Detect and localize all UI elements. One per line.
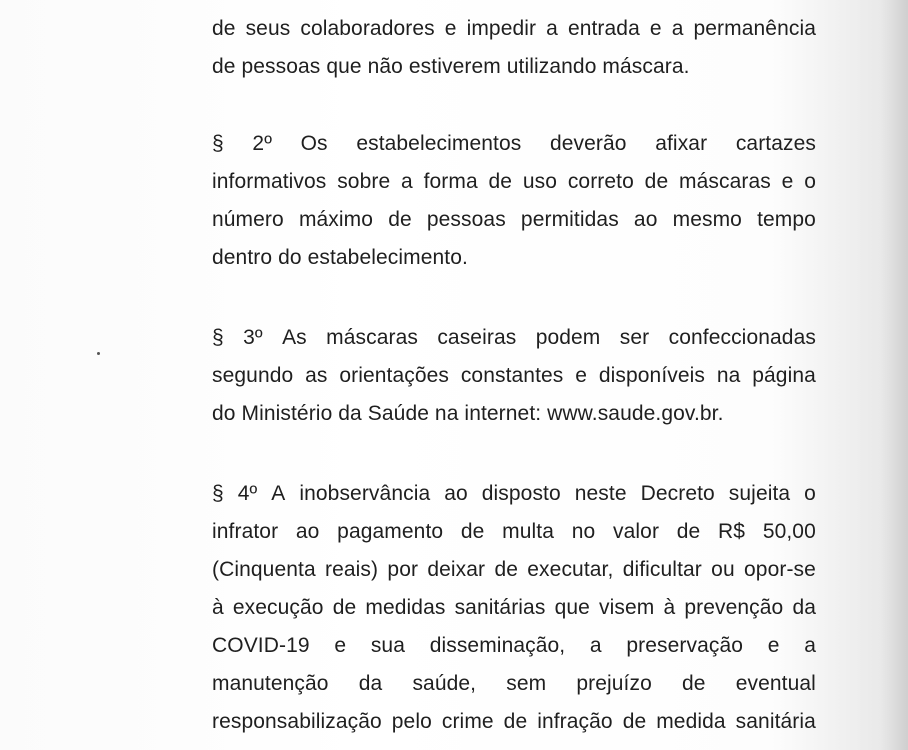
- paragraph-section-2: [212, 125, 816, 277]
- word: de: [682, 672, 706, 695]
- text-line: dentro do estabelecimento.: [212, 246, 468, 269]
- word: 3º: [243, 326, 263, 349]
- word: disposto: [481, 482, 561, 505]
- word: §: [212, 482, 224, 505]
- word: mesmo: [672, 208, 742, 231]
- word: executar,: [527, 558, 614, 581]
- word: sanitária: [735, 710, 816, 733]
- word: no: [571, 520, 596, 543]
- word: de: [503, 710, 528, 733]
- word: visem: [599, 596, 655, 619]
- word: forma: [423, 170, 478, 193]
- word: seus: [245, 17, 291, 40]
- word: crime: [441, 710, 494, 733]
- word: manutenção: [212, 672, 329, 695]
- text-line: [212, 513, 816, 551]
- word: sua: [370, 634, 405, 657]
- word: prejuízo: [576, 672, 652, 695]
- word: execução: [232, 596, 324, 619]
- word: inobservância: [299, 482, 431, 505]
- word: página: [752, 364, 816, 387]
- word: número: [212, 208, 284, 231]
- text-line: do Ministério da Saúde na internet: www.saude.gov.br.: [212, 402, 724, 425]
- word: permanência: [693, 17, 816, 40]
- word: o: [804, 482, 816, 505]
- word: multa: [502, 520, 555, 543]
- text-line: [212, 163, 816, 201]
- word: à: [663, 596, 676, 619]
- word: entrada: [567, 17, 640, 40]
- word: eventual: [735, 672, 816, 695]
- word: a: [546, 17, 558, 40]
- word: tempo: [757, 208, 816, 231]
- word: de: [460, 520, 485, 543]
- word: por: [387, 558, 419, 581]
- word: valor: [613, 520, 660, 543]
- word: impedir: [466, 17, 537, 40]
- word: colaboradores: [300, 17, 435, 40]
- text-line: [212, 357, 816, 395]
- word: prevenção: [684, 596, 784, 619]
- word: sem: [506, 672, 547, 695]
- word: de: [494, 558, 518, 581]
- word: deixar: [427, 558, 486, 581]
- word: orientações: [339, 364, 449, 387]
- word: que: [554, 596, 590, 619]
- word: à: [212, 596, 224, 619]
- word: neste: [574, 482, 627, 505]
- word: infração: [537, 710, 613, 733]
- word: ao: [444, 482, 468, 505]
- word: opor-se: [744, 558, 816, 581]
- word: o: [804, 170, 816, 193]
- word: ou: [711, 558, 735, 581]
- word: 2º: [252, 132, 272, 155]
- text-line: [212, 551, 816, 589]
- word: preservação: [626, 634, 744, 657]
- word: sujeita: [728, 482, 791, 505]
- word: pagamento: [337, 520, 444, 543]
- word: de: [644, 170, 669, 193]
- word: e: [781, 170, 794, 193]
- word: estabelecimentos: [356, 132, 522, 155]
- word: uso: [522, 170, 558, 193]
- paragraph-section-3: [212, 319, 816, 433]
- word: de: [388, 208, 412, 231]
- word: 4º: [237, 482, 258, 505]
- word: medida: [656, 710, 726, 733]
- word: de: [622, 710, 647, 733]
- word: §: [212, 132, 224, 155]
- text-line: [212, 201, 816, 239]
- text-line: de pessoas que não estiverem utilizando máscara.: [212, 55, 690, 78]
- text-line: [212, 627, 816, 665]
- word: ao: [633, 208, 658, 231]
- word: dificultar: [622, 558, 702, 581]
- word: 50,00: [762, 520, 816, 543]
- word: ser: [619, 326, 650, 349]
- word: sanitárias: [454, 596, 546, 619]
- word: segundo: [212, 364, 294, 387]
- word: e: [649, 17, 662, 40]
- word: pelo: [391, 710, 432, 733]
- word: disponíveis: [598, 364, 706, 387]
- word: de: [332, 596, 357, 619]
- word: a: [804, 634, 816, 657]
- word: (Cinquenta: [212, 558, 316, 581]
- word: caseiras: [437, 326, 517, 349]
- word: R$: [718, 520, 746, 543]
- paragraph-continuation: [212, 10, 816, 86]
- word: pessoas: [426, 208, 506, 231]
- word: a: [589, 634, 602, 657]
- word: deverão: [549, 132, 627, 155]
- word: cartazes: [735, 132, 816, 155]
- word: da: [358, 672, 383, 695]
- word: §: [212, 326, 224, 349]
- word: reais): [325, 558, 379, 581]
- text-line: [212, 589, 816, 627]
- word: confeccionadas: [668, 326, 816, 349]
- word: máscaras: [679, 170, 771, 193]
- scan-speck: [97, 352, 100, 355]
- word: ao: [295, 520, 320, 543]
- word: e: [575, 364, 588, 387]
- word: da: [792, 596, 816, 619]
- paragraph-section-4: [212, 475, 816, 741]
- word: e: [767, 634, 780, 657]
- word: de: [212, 17, 236, 40]
- word: medidas: [365, 596, 446, 619]
- word: sobre: [337, 170, 391, 193]
- word: máscaras: [326, 326, 418, 349]
- word: as: [305, 364, 328, 387]
- word: As: [282, 326, 307, 349]
- word: de: [676, 520, 701, 543]
- word: podem: [535, 326, 601, 349]
- word: Decreto: [640, 482, 715, 505]
- word: responsabilização: [212, 710, 382, 733]
- word: infrator: [212, 520, 279, 543]
- word: A: [271, 482, 286, 505]
- text-line: [212, 10, 816, 48]
- word: e: [444, 17, 457, 40]
- word: afixar: [655, 132, 708, 155]
- word: informativos: [212, 170, 327, 193]
- word: correto: [567, 170, 634, 193]
- word: máximo: [298, 208, 374, 231]
- word: permitidas: [520, 208, 619, 231]
- text-line: [212, 319, 816, 357]
- word: na: [716, 364, 741, 387]
- word: e: [334, 634, 347, 657]
- text-line: [212, 125, 816, 163]
- word: saúde,: [412, 672, 477, 695]
- word: a: [401, 170, 413, 193]
- word: Os: [300, 132, 328, 155]
- word: COVID-19: [212, 634, 310, 657]
- word: disseminação,: [429, 634, 566, 657]
- word: de: [488, 170, 513, 193]
- text-line: [212, 665, 816, 703]
- word: constantes: [460, 364, 564, 387]
- text-line: [212, 703, 816, 741]
- word: a: [671, 17, 684, 40]
- text-line: [212, 475, 816, 513]
